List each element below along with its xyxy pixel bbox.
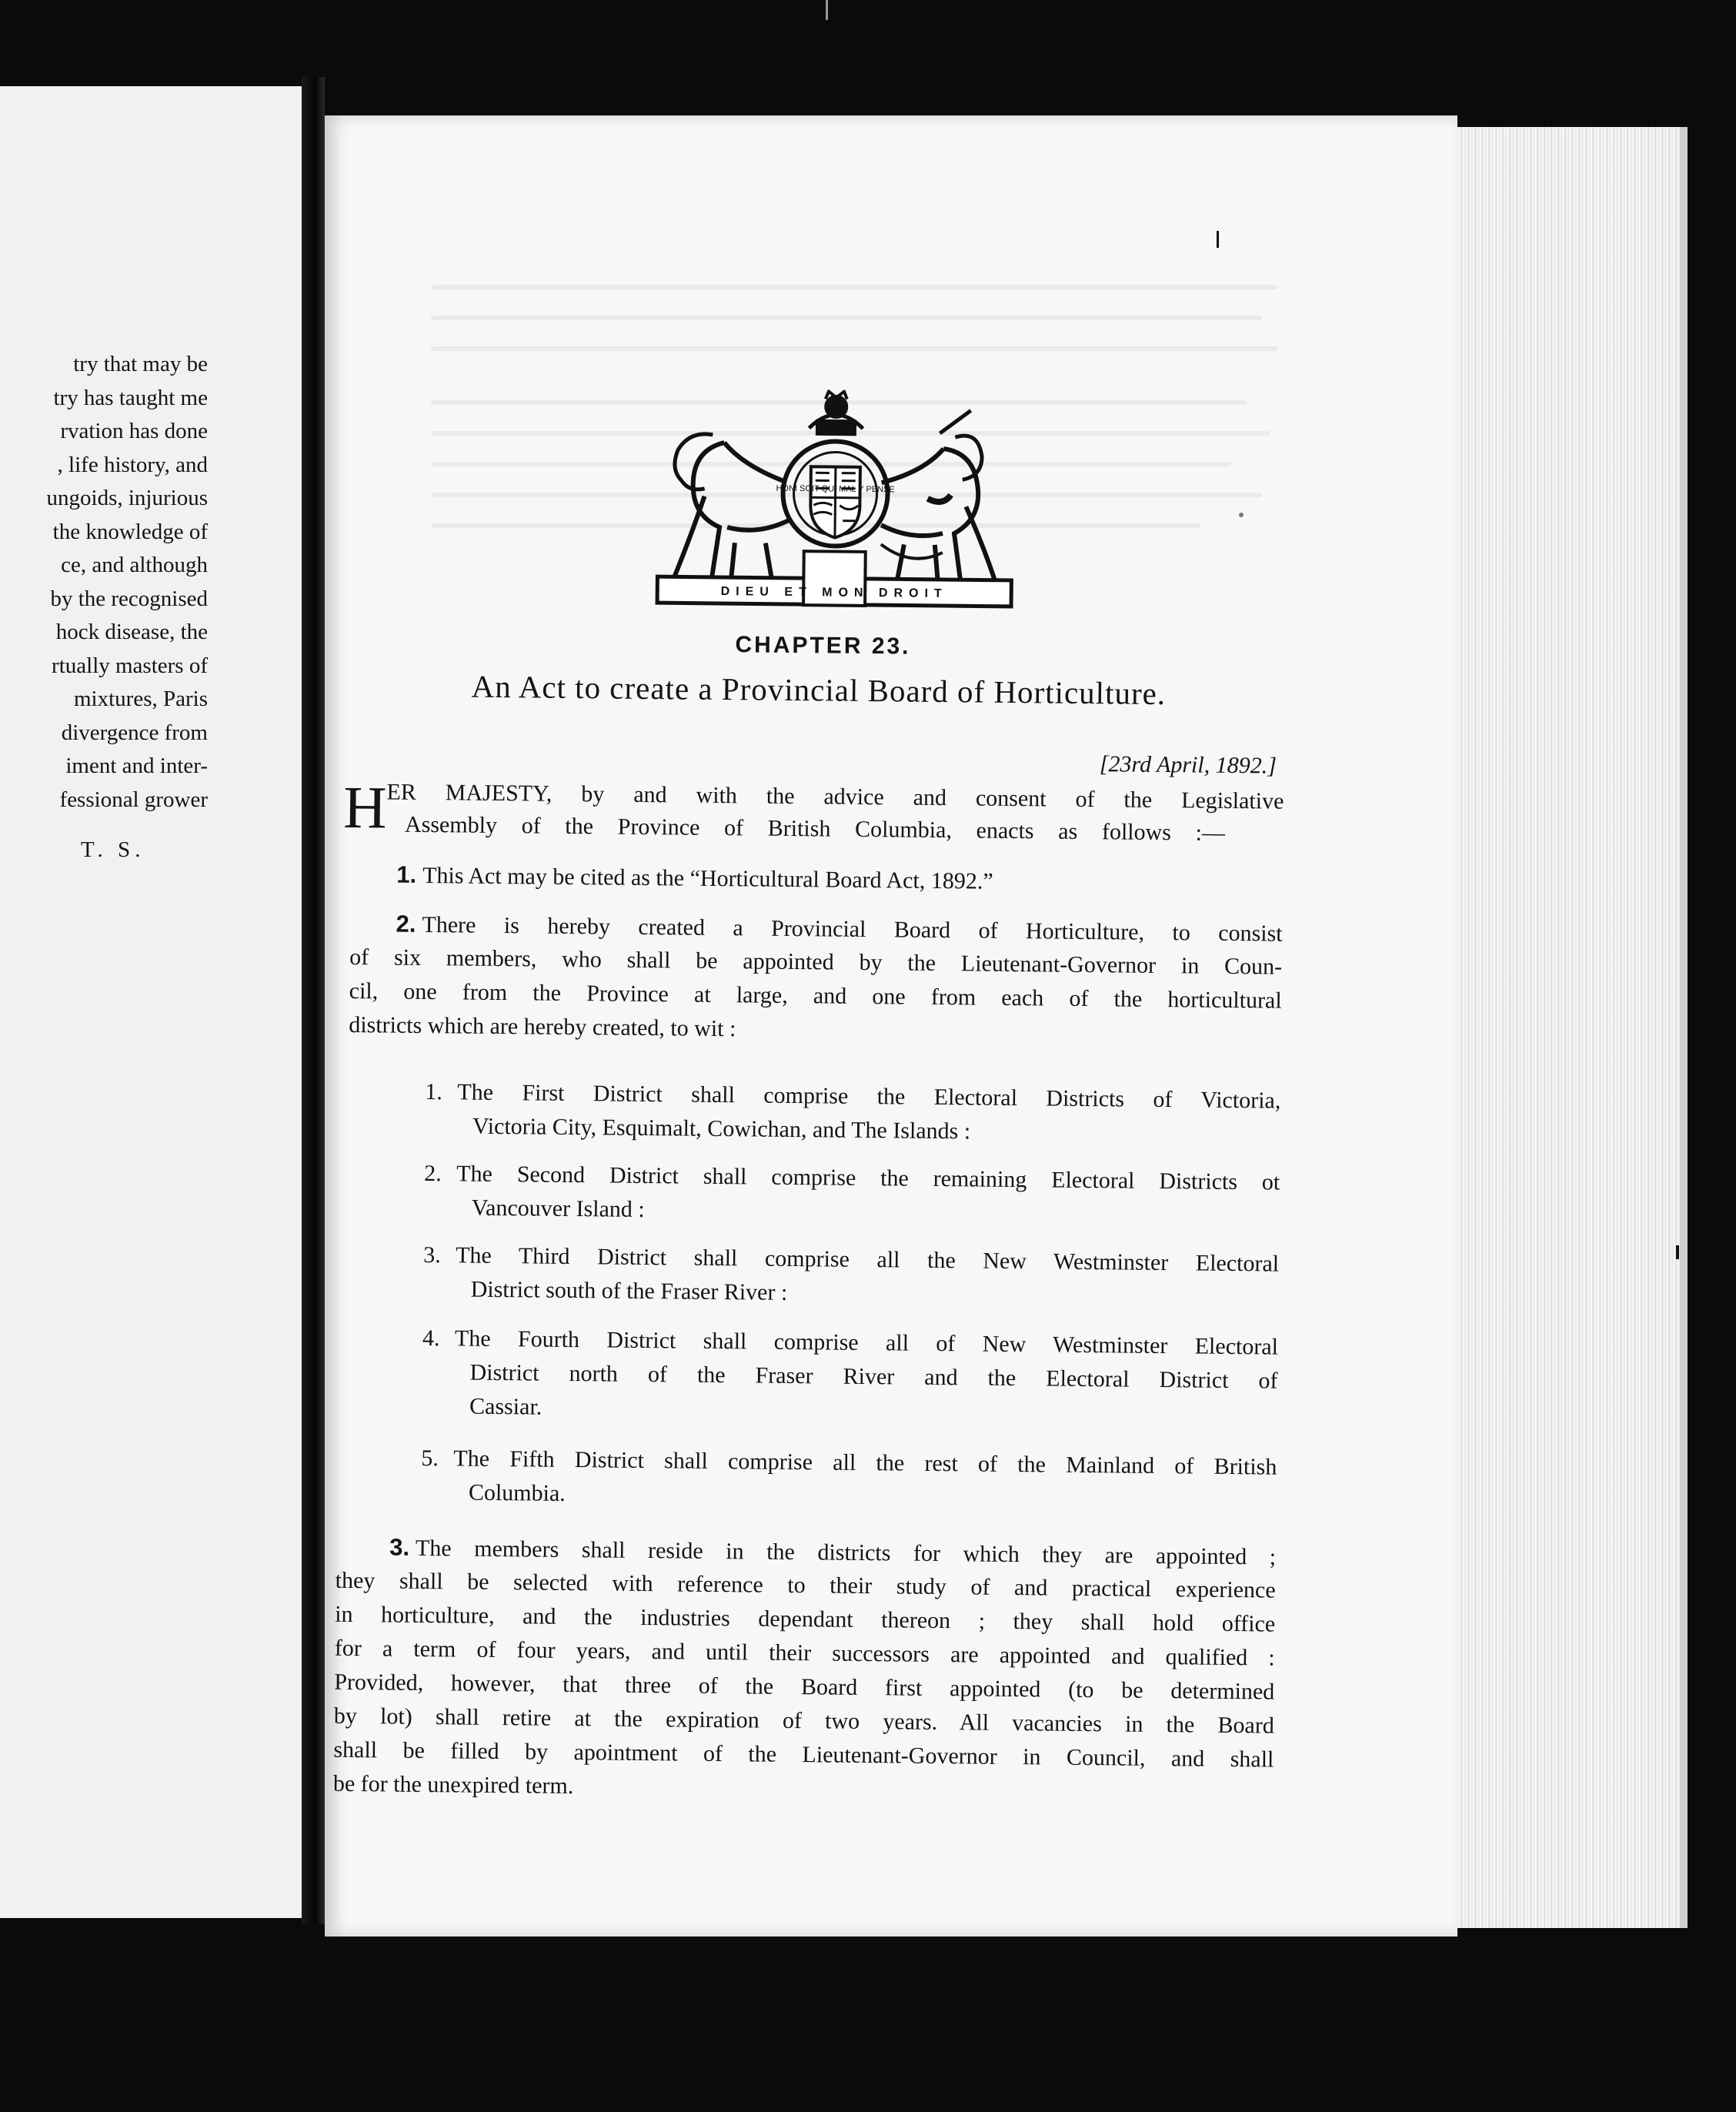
district-number: 5. <box>421 1445 439 1472</box>
section-text: in horticulture, and the industries dependant thereon ; they shall hold office <box>335 1601 1276 1637</box>
district-number: 1. <box>425 1078 443 1105</box>
section-text: of six members, who shall be appointed by the Lieutenant-Governor in Coun- <box>349 944 1283 980</box>
left-line: , life history, and <box>57 452 208 477</box>
page-mark <box>1239 513 1244 517</box>
left-line: the knowledge of <box>52 519 208 544</box>
left-line: fessional grower <box>59 787 208 812</box>
left-line: hock disease, the <box>55 620 208 644</box>
left-line: divergence from <box>61 720 208 745</box>
left-page <box>0 86 302 1918</box>
section-text: The members shall reside in the districts for which they are appointed ; <box>415 1535 1277 1570</box>
left-line: ungoids, injurious <box>46 486 208 510</box>
district-text: The Third District shall comprise all the New Westminster Electoral <box>455 1242 1280 1277</box>
section-number: 1. <box>396 861 417 888</box>
district-text: The Fifth District shall comprise all the rest of the Mainland of British <box>453 1445 1277 1480</box>
section-number: 3. <box>389 1533 410 1561</box>
district-item-2 <box>424 1157 1280 1234</box>
section-text: There is hereby created a Provincial Board of Horticulture, to consist <box>422 911 1283 947</box>
district-text: Vancouver Island : <box>471 1195 645 1222</box>
left-line: iment and inter- <box>65 754 208 778</box>
section-text: shall be filled by apointment of the Lieutenant-Governor in Council, and shall <box>333 1736 1274 1773</box>
act-date: [23rd April, 1892.] <box>1099 751 1277 779</box>
chapter-heading: CHAPTER 23. <box>735 632 911 660</box>
section-3 <box>333 1530 1277 1811</box>
act-title: An Act to create a Provincial Board of Horticulture. <box>471 668 1167 712</box>
district-text: Cassiar. <box>469 1393 542 1420</box>
section-text: they shall be selected with reference to their study of and practical experience <box>335 1567 1276 1603</box>
preamble-line: ER MAJESTY, by and with the advice and consent of the Legislative <box>386 779 1284 814</box>
section-text: for a term of four years, and until their successors are appointed and qualified : <box>334 1635 1275 1671</box>
drop-cap: H <box>342 773 388 841</box>
book-gutter <box>302 77 325 1924</box>
district-text: District north of the Fraser River and the Electoral District of <box>469 1359 1278 1394</box>
page-mark <box>1217 231 1219 248</box>
preamble-line: Assembly of the Province of British Columbia, enacts as follows :— <box>404 811 1226 846</box>
section-text: cil, one from the Province at large, and one from each of the horticultural <box>349 977 1282 1014</box>
district-item-5 <box>421 1442 1277 1519</box>
left-line: try that may be <box>73 352 208 376</box>
district-item-3 <box>422 1238 1279 1315</box>
left-line: rtually masters of <box>52 653 208 678</box>
district-text: Columbia. <box>468 1479 566 1506</box>
crest-motto-outer: HONI SOIT QUI MAL Y PENSE <box>776 483 895 495</box>
section-text: districts which are hereby created, to wit : <box>349 1011 736 1042</box>
edge-mark <box>826 0 828 20</box>
district-text: The Second District shall comprise the remaining Electoral Districts ot <box>456 1161 1280 1195</box>
left-line: try has taught me <box>53 385 208 410</box>
crest-motto-scroll: DIEU ET MON DROIT <box>720 584 948 601</box>
left-line: mixtures, Paris <box>74 687 208 711</box>
district-text: The Fourth District shall comprise all of New Westminster Electoral <box>454 1325 1279 1360</box>
district-number: 4. <box>422 1325 440 1352</box>
section-text: by lot) shall retire at the expiration of two years. All vacancies in the Board <box>333 1703 1274 1739</box>
show-through-line <box>431 346 1277 351</box>
section-text: be for the unexpired term. <box>332 1770 574 1800</box>
district-text: The First District shall comprise the Electoral Districts of Victoria, <box>457 1079 1281 1114</box>
district-number: 2. <box>424 1160 442 1187</box>
section-2 <box>349 907 1283 1052</box>
section-text: Provided, however, that three of the Board first appointed (to be determined <box>334 1669 1275 1705</box>
left-page-signature: T. S. <box>81 837 145 862</box>
left-page-text <box>47 348 208 817</box>
show-through-line <box>431 285 1277 289</box>
section-number: 2. <box>396 910 416 937</box>
district-text: District south of the Fraser River : <box>470 1276 788 1305</box>
left-line: by the recognised <box>50 586 208 611</box>
section-text: This Act may be cited as the “Horticultural Board Act, 1892.” <box>422 862 993 894</box>
page-edges <box>1449 127 1688 1928</box>
district-item-4 <box>422 1322 1278 1432</box>
left-line: ce, and although <box>61 553 208 577</box>
district-item-1 <box>425 1075 1281 1152</box>
royal-coat-of-arms-icon <box>649 388 1021 615</box>
edge-mark <box>1676 1245 1679 1259</box>
district-text: Victoria City, Esquimalt, Cowichan, and The Islands : <box>472 1113 971 1145</box>
left-line: rvation has done <box>60 419 208 443</box>
show-through-line <box>431 316 1262 320</box>
district-number: 3. <box>422 1241 441 1268</box>
